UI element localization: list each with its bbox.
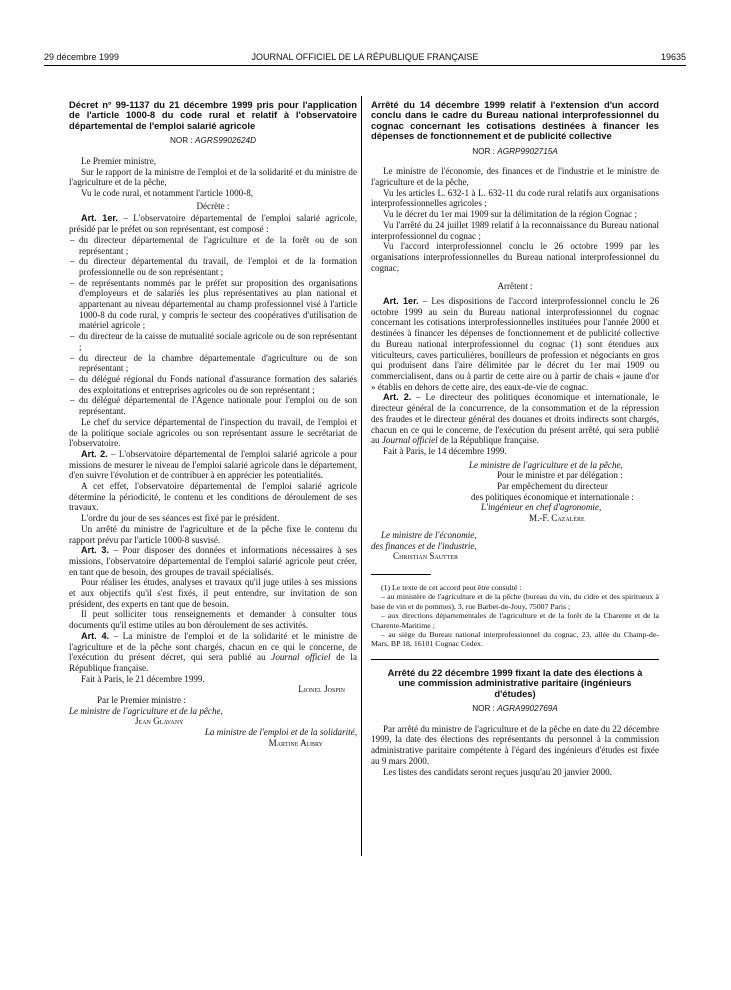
list-item: – du directeur de la caisse de mutualité sociale agricole ou de son représentant ; bbox=[69, 331, 357, 352]
left-column bbox=[69, 100, 357, 749]
art1-secretariat: Le chef du service départemental de l'inspection du travail, de l'emploi et de la politique sociale agricoles ou son représentant assure le secrétariat de l'observatoire. bbox=[69, 416, 357, 449]
list-item: – du délégué régional du Fonds national d'assurance formation des salariés des exploitations et entreprises agricoles ou de son représentant ; bbox=[69, 374, 357, 395]
list-item: – du délégué départemental de l'Agence nationale pour l'emploi ou de son représentant. bbox=[69, 395, 357, 416]
par-premier-ministre: Par le Premier ministre : bbox=[97, 695, 186, 706]
decree-nor: NOR : AGRS9902624D bbox=[169, 136, 257, 146]
footnotes bbox=[371, 583, 659, 649]
minister-agriculture: Le ministre de l'agriculture et de la pêche, bbox=[69, 705, 223, 716]
decree-art2: Art. 2. – L'observatoire départemental de l'emploi salarié agricole a pour missions de mesurer le niveau de l'emploi salarié agricole dans le département, d'en suivre l'évolution et de contribuer à en apprécier les potentialités. bbox=[69, 448, 357, 481]
footnote: – au siège du Bureau national interprofessionnel du cognac, 23, allée du Champ-de-Mars, BP 18, 16101 Cognac Cedex. bbox=[371, 629, 659, 649]
art2-para: L'ordre du jour de ses séances est fixé par le président. bbox=[81, 513, 280, 524]
arrete-intro: Le ministre de l'économie, des finances et de l'industrie et le ministre de l'agriculture et de la pêche, bbox=[371, 166, 659, 188]
decree-decrete: Décrète : bbox=[196, 200, 230, 211]
arrete-arretent: Arrêtent : bbox=[497, 281, 533, 292]
section-rule bbox=[371, 659, 659, 660]
footnote: – au ministère de l'agriculture et de la pêche (bureau du vin, du cidre et des spiritueux à base de vin et de pommes), 3, rue Barbet-de-Jouy, 75007 Paris ; bbox=[371, 592, 659, 611]
arrete2-title: Arrêté du 22 décembre 1999 fixant la date des élections à une commission administrative paritaire (ingénieurs d'études) bbox=[387, 666, 643, 699]
header-date: 29 décembre 1999 bbox=[44, 52, 120, 62]
decree-title: Décret n° 99-1137 du 21 décembre 1999 pris pour l'application de l'article 1000-8 du code rural et relatif à l'observatoire départemental de l'emploi salarié agricole bbox=[69, 99, 357, 131]
arrete-title: Arrêté du 14 décembre 1999 relatif à l'extension d'un accord conclu dans le cadre du Bureau national interprofessionnel du cognac concernant les cotisations destinées à financer les dépenses de fonctionnement et de publicité collective bbox=[371, 99, 659, 142]
arrete-nor: NOR : AGRP9902715A bbox=[472, 146, 558, 156]
decree-intro: Le Premier ministre, bbox=[81, 155, 157, 166]
signature-sautter: Christian Sautter bbox=[393, 551, 459, 562]
signature-emploi: Martine Aubry bbox=[268, 737, 323, 748]
arrete2-nor: NOR : AGRA9902769A bbox=[472, 704, 558, 713]
list-item: – du directeur départemental de l'agriculture et de la forêt ou de son représentant ; bbox=[69, 235, 357, 256]
signature-pm: Lionel Jospin bbox=[298, 684, 345, 695]
arrete-fait: Fait à Paris, le 14 décembre 1999. bbox=[383, 445, 507, 456]
sig-line: Le ministre de l'agriculture et de la pêche, bbox=[469, 459, 623, 470]
art3-para: Il peut solliciter tous renseignements et demander à consulter tous documents qu'il estime utiles au bon déroulement de ses activités. bbox=[69, 609, 357, 631]
header-journal-title: JOURNAL OFFICIEL DE LA RÉPUBLIQUE FRANÇAISE bbox=[251, 52, 479, 62]
footnote: (1) Le texte de cet accord peut être consulté : bbox=[381, 582, 522, 592]
art2-para: A cet effet, l'observatoire départemental de l'emploi salarié agricole détermine la périodicité, le contenu et les conditions de déroulement de ses travaux. bbox=[69, 481, 357, 513]
arrete-art2: Art. 2. – Le directeur des politiques économique et internationale, le directeur général de la concurrence, de la consommation et de la répression des fraudes et le directeur général des douanes et droits indirects sont chargés, chacun en ce qui le concerne, de l'exécution du présent arrêté, qui sera publié au Journal officiel de la République française. bbox=[371, 392, 659, 446]
list-item: – du directeur départemental du travail, de l'emploi et de la formation professionnelle ou de son représentant ; bbox=[69, 256, 357, 277]
sig-line: Le ministre de l'économie, bbox=[381, 529, 477, 540]
footnote-rule bbox=[371, 574, 431, 575]
signature-agriculture: Jean Glavany bbox=[135, 716, 184, 727]
list-item: – de représentants nommés par le préfet sur proposition des organisations d'employeurs et de salariés les plus représentatives au plan national et appartenant au niveau départemental au champ professionnel visé à l'article 1000-8 du code rural, y compris le secteur des coopératives d'utilisation de matériel agricole ; bbox=[69, 278, 357, 332]
art3-para: Pour réaliser les études, analyses et travaux qu'il juge utiles à ses missions et aux objectifs qu'il s'est fixés, il peut entendre, sur invitation de son président, des experts en tant que de besoin. bbox=[69, 577, 357, 609]
arrete-art1: Art. 1er. – Les dispositions de l'accord interprofessionnel conclu le 26 octobre 1999 au sein du Bureau national interprofessionnel du cognac concernant les cotisations interprofessionnelles instituées pour l'année 2000 et destinées à financer les dépenses de fonctionnement et de publicité collective du Bureau national interprofessionnel du cognac (1) sont étendues aux viticulteurs, caves particulières, bouilleurs de profession et négociants en gros qui produisent dans l'aire délimitée par le décret du 1er mai 1909 ou commercialisent, dans ou à partir de cette aire ou à partir de chais « jaune d'or » établis en dehors de cette aire, des eaux-de-vie de cognac. bbox=[371, 296, 659, 392]
footnote: – aux directions départementales de l'agriculture et de la forêt de la Charente et de la Charente-Maritime ; bbox=[371, 611, 659, 630]
page-header bbox=[44, 52, 686, 66]
arrete-vu: Vu l'accord interprofessionnel conclu le 26 octobre 1999 par les organisations interprofessionnelles du Bureau national interprofessionnel du cognac, bbox=[371, 241, 659, 273]
decree-fait: Fait à Paris, le 21 décembre 1999. bbox=[81, 673, 205, 684]
arrete-vu: Vu les articles L. 632-1 à L. 632-11 du code rural relatifs aux organisations interprofessionnelles agricoles ; bbox=[371, 187, 659, 209]
header-page-number: 19635 bbox=[660, 52, 686, 62]
signature-cazalere: M.-F. Cazalère bbox=[529, 513, 585, 524]
decree-vu: Vu le code rural, et notamment l'article 1000-8, bbox=[81, 188, 254, 199]
column-divider bbox=[361, 96, 362, 856]
header-rule bbox=[44, 65, 686, 66]
minister-emploi: La ministre de l'emploi et de la solidarité, bbox=[204, 727, 357, 738]
right-column bbox=[371, 100, 659, 777]
art2-para: Un arrêté du ministre de l'agriculture et de la pêche fixe le contenu du rapport prévu par l'article 1000-8 susvisé. bbox=[69, 523, 357, 545]
arrete-vu: Vu le décret du 1er mai 1909 sur la délimitation de la région Cognac ; bbox=[383, 209, 638, 220]
sig-line: Par empêchement du directeur bbox=[497, 481, 608, 492]
art1-list bbox=[69, 235, 357, 417]
decree-art4: Art. 4. – La ministre de l'emploi et de la solidarité et le ministre de l'agriculture et de la pêche sont chargés, chacun en ce qui le concerne, de l'exécution du présent décret, qui sera publié au Journal officiel de la République française. bbox=[69, 630, 358, 673]
sig-line: L'ingénieur en chef d'agronomie, bbox=[481, 502, 602, 513]
decree-art1: Art. 1er. – L'observatoire départemental de l'emploi salarié agricole, présidé par le préfet ou son représentant, est composé : bbox=[69, 213, 357, 235]
sig-line: des politiques économique et internationale : bbox=[471, 491, 634, 502]
arrete2-body: Par arrêté du ministre de l'agriculture et de la pêche en date du 22 décembre 1999, la date des élections des représentants du personnel à la commission administrative paritaire compétente à l'égard des ingénieurs d'études est fixée au 9 mars 2000. bbox=[371, 723, 659, 766]
arrete2-body: Les listes des candidats seront reçues jusqu'au 20 janvier 2000. bbox=[383, 766, 612, 777]
decree-rapport: Sur le rapport de la ministre de l'emploi et de la solidarité et du ministre de l'agriculture et de la pêche, bbox=[69, 166, 357, 188]
sig-line: Pour le ministre et par délégation : bbox=[497, 470, 623, 481]
decree-art3: Art. 3. – Pour disposer des données et informations nécessaires à ses missions, l'observatoire départemental de l'emploi salarié agricole peut créer, en tant que de besoin, des groupes de travail spécialisés. bbox=[69, 545, 357, 577]
list-item: – du directeur de la chambre départementale d'agriculture ou de son représentant ; bbox=[69, 353, 357, 374]
arrete-vu: Vu l'arrêté du 24 juillet 1989 relatif à la reconnaissance du Bureau national interprofessionnel du cognac ; bbox=[371, 219, 659, 241]
sig-line: des finances et de l'industrie, bbox=[371, 540, 477, 551]
